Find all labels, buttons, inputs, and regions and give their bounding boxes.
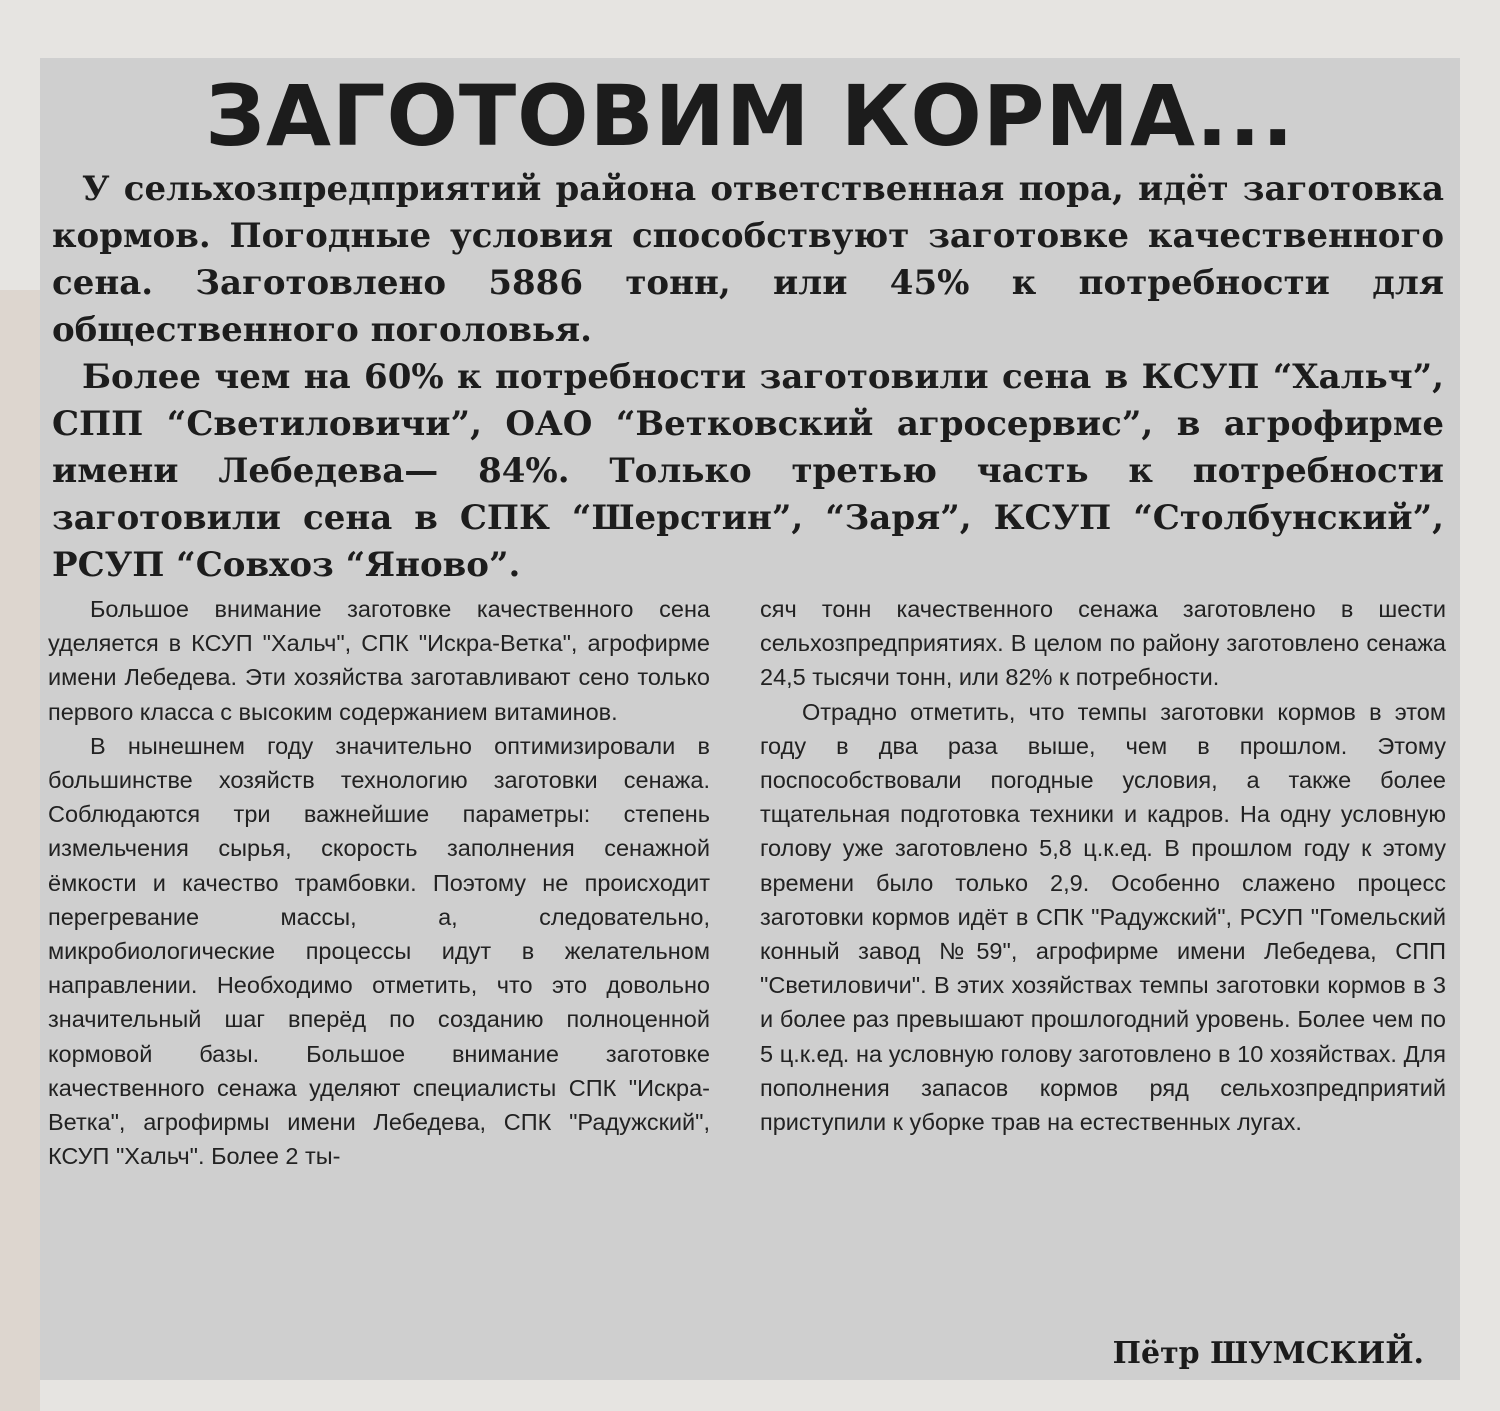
lead-paragraph-1: У сельхозпредприятий района ответственная пора, идёт заготовка кормов. Погодные условия способствуют заготовке качественного сена. Заготовлено 5886 тонн, или 45% к потребности для общественного поголовья. xyxy=(52,169,1444,350)
body-column-left xyxy=(48,592,710,1173)
lead-paragraph-2: Более чем на 60% к потребности заготовили сена в КСУП “Хальч”, СПП “Светиловичи”, ОАО “Ветковский агросервис”, в агрофирме имени Лебедева— 84%. Только третью часть к потребности заготовили сена в СПК “Шерстин”, “Заря”, КСУП “Столбунский”, РСУП “Совхоз “Яново”. xyxy=(52,357,1444,585)
body-paragraph-continued: сяч тонн качественного сенажа заготовлено в шести сельхозпредприятиях. В целом по району заготовлено сенажа 24,5 тысячи тонн, или 82% к потребности. xyxy=(760,596,1446,691)
scan-background-strip xyxy=(0,290,40,1411)
body-paragraph: Большое внимание заготовке качественного сена уделяется в КСУП "Хальч", СПК "Искра-Ветка", агрофирме имени Лебедева. Эти хозяйства заготавливают сено только первого класса с высоким содержанием витаминов. xyxy=(48,596,710,725)
newspaper-clipping xyxy=(40,58,1460,1380)
body-paragraph: В нынешнем году значительно оптимизировали в большинстве хозяйств технологию заготовки сенажа. Соблюдаются три важнейшие параметры: степень измельчения сырья, скорость заполнения сенажной ёмкости и качество трамбовки. Поэтому не происходит перегревание массы, а, следовательно, микробиологические процессы идут в желательном направлении. Необходимо отметить, что это довольно значительный шаг вперёд по созданию полноценной кормовой базы. Большое внимание заготовке качественного сенажа уделяют специалисты СПК "Искра-Ветка", агрофирмы имени Лебедева, СПК "Радужский", КСУП "Хальч". Более 2 ты- xyxy=(48,732,710,1170)
body-column-right xyxy=(760,592,1446,1139)
author-signature: Пётр ШУМСКИЙ. xyxy=(1112,1336,1424,1371)
body-paragraph: Отрадно отметить, что темпы заготовки кормов в этом году в два раза выше, чем в прошлом. Этому поспособствовали погодные условия, а также более тщательная подготовка техники и кадров. На одну условную голову уже заготовлено 5,8 ц.к.ед. В прошлом году к этому времени было только 2,9. Особенно слажено процесс заготовки кормов идёт в СПК "Радужский", РСУП "Гомельский конный завод №59", агрофирме имени Лебедева, СПП "Светиловичи". В этих хозяйствах темпы заготовки кормов в 3 и более раз превышают прошлогодний уровень. Более чем по 5 ц.к.ед. на условную голову заготовлено в 10 хозяйствах. Для пополнения запасов кормов ряд сельхозпредприятий приступили к уборке трав на естественных лугах. xyxy=(760,698,1446,1136)
article-headline: ЗАГОТОВИМ КОРМА... xyxy=(205,67,1295,165)
